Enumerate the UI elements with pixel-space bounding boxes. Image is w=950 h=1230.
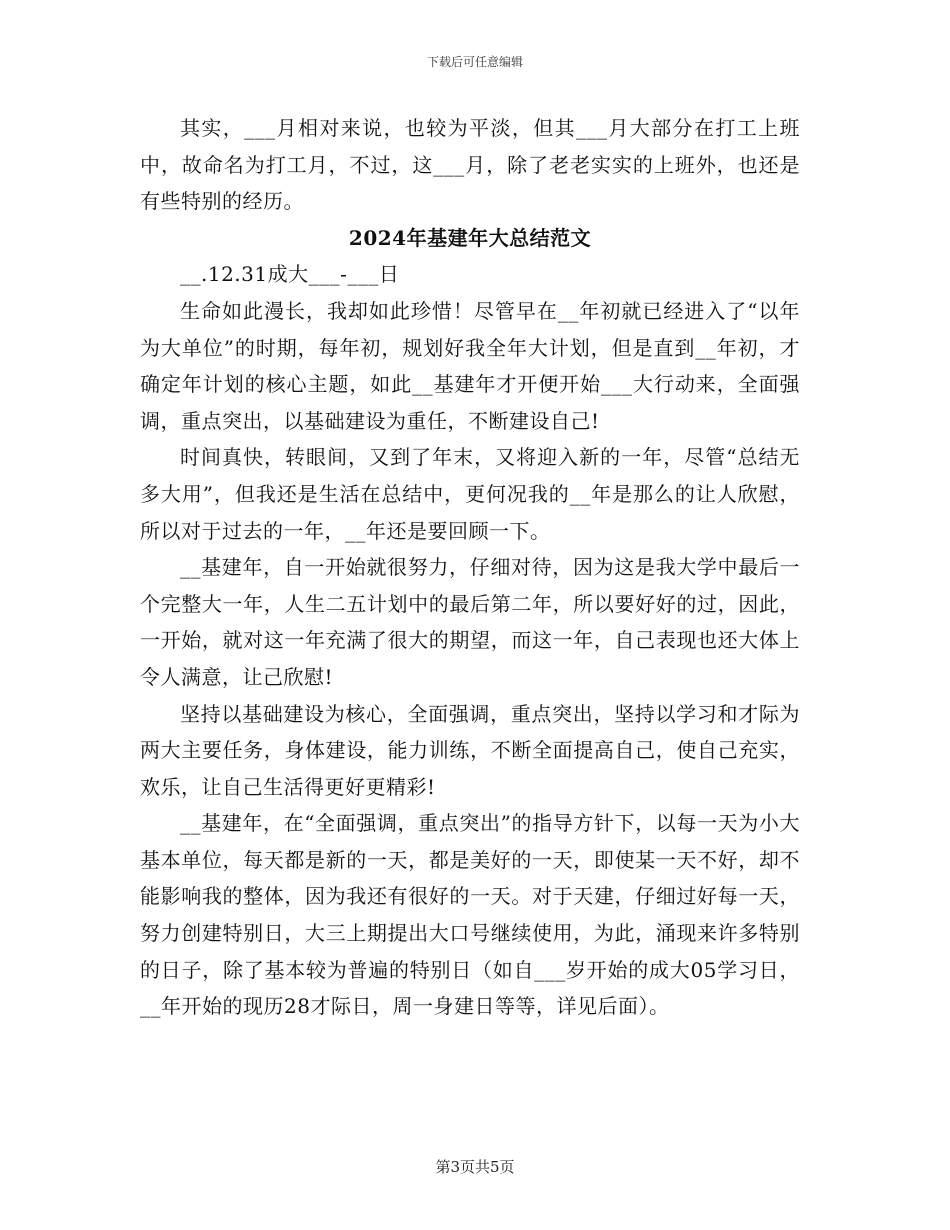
body-paragraph: 生命如此漫长，我却如此珍惜！尽管早在__年初就已经进入了“以年为大单位”的时期，每年初，规划好我全年大计划，但是直到__年初，才确定年计划的核心主题，如此__基建年才开便开始___大行动来，全面强调，重点突出，以基础建设为重任，不断建设自己! (140, 298, 800, 433)
page-header: 下载后可任意编辑 (426, 55, 523, 69)
document-title: 2024年基建年大总结范文 (348, 225, 592, 250)
body-paragraph: __基建年，自一开始就很努力，仔细对待，因为这是我大学中最后一个完整大一年，人生二五计划中的最后第二年，所以要好好的过，因此，一开始，就对这一年充满了很大的期望，而这一年，自己表现也还大体上令人满意，让己欣慰! (140, 555, 800, 689)
body-paragraph: 坚持以基础建设为核心，全面强调，重点突出，坚持以学习和才际为两大主要任务，身体建设，能力训练，不断全面提高自己，使自己充实，欢乐，让自己生活得更好更精彩! (140, 701, 800, 799)
document-body (140, 110, 800, 1025)
date-line: __.12.31成大___-___日 (180, 262, 400, 287)
body-paragraph: 时间真快，转眼间，又到了年末，又将迎入新的一年，尽管“总结无多大用”，但我还是生活在总结中，更何况我的__年是那么的让人欣慰，所以对于过去的一年，__年还是要回顾一下。 (140, 445, 800, 543)
body-paragraph: __基建年，在“全面强调，重点突出”的指导方针下，以每一天为小大基本单位，每天都是新的一天，都是美好的一天，即使某一天不好，却不能影响我的整体，因为我还有很好的一天。对于天建，仔细过好每一天，努力创建特别日，大三上期提出大口号继续使用，为此，涌现来许多特别的日子，除了基本较为普遍的特别日（如自___岁开始的成大05学习日，__年开始的现历28才际日，周一身建日等等，详见后面）。 (140, 811, 800, 1019)
intro-paragraph: 其实，___月相对来说，也较为平淡，但其___月大部分在打工上班中，故命名为打工月，不过，这___月，除了老老实实的上班外，也还是有些特别的经历。 (140, 116, 800, 214)
page-footer: 第3页共5页 (435, 1158, 515, 1176)
